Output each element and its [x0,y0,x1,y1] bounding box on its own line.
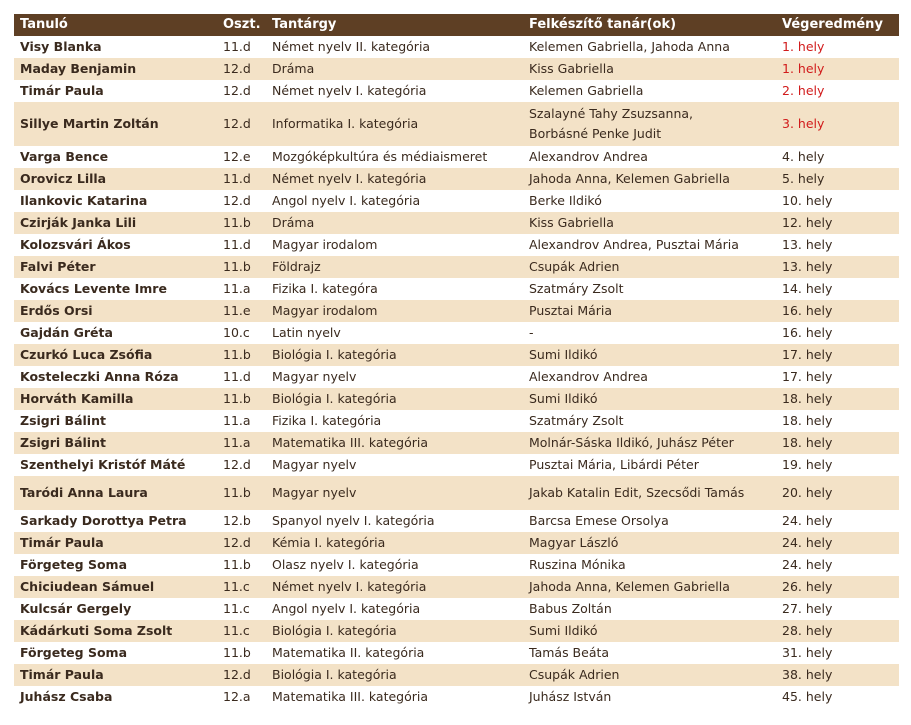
subject: Magyar nyelv [266,454,523,476]
teacher: Szatmáry Zsolt [523,410,776,432]
student-class: 11.b [217,256,266,278]
teacher: Sumi Ildikó [523,388,776,410]
student-class: 11.d [217,36,266,58]
student-class: 12.e [217,146,266,168]
subject: Német nyelv I. kategória [266,168,523,190]
student-name: Maday Benjamin [14,58,217,80]
result: 4. hely [776,146,899,168]
student-name: Sillye Martin Zoltán [14,102,217,146]
student-name: Visy Blanka [14,36,217,58]
teacher: Szatmáry Zsolt [523,278,776,300]
student-name: Horváth Kamilla [14,388,217,410]
student-class: 11.c [217,576,266,598]
student-class: 11.b [217,642,266,664]
result: 27. hely [776,598,899,620]
result: 5. hely [776,168,899,190]
result: 13. hely [776,256,899,278]
result: 10. hely [776,190,899,212]
student-class: 12.d [217,454,266,476]
student-class: 12.d [217,58,266,80]
teacher: Sumi Ildikó [523,620,776,642]
table-row [14,620,899,642]
student-class: 11.b [217,344,266,366]
subject: Dráma [266,58,523,80]
student-class: 11.c [217,598,266,620]
student-name: Timár Paula [14,664,217,686]
teacher: Juhász István [523,686,776,708]
student-name: Ilankovic Katarina [14,190,217,212]
table-row [14,454,899,476]
header-subject: Tantárgy [266,14,523,36]
teacher: Alexandrov Andrea [523,366,776,388]
subject: Angol nyelv I. kategória [266,598,523,620]
result: 28. hely [776,620,899,642]
teacher: Jahoda Anna, Kelemen Gabriella [523,576,776,598]
student-class: 11.b [217,554,266,576]
table-row [14,366,899,388]
student-name: Kosteleczki Anna Róza [14,366,217,388]
table-row [14,36,899,58]
student-class: 11.b [217,388,266,410]
teacher: Kiss Gabriella [523,212,776,234]
teacher: Ruszina Mónika [523,554,776,576]
student-name: Kolozsvári Ákos [14,234,217,256]
student-class: 12.a [217,686,266,708]
student-class: 12.d [217,664,266,686]
subject: Mozgóképkultúra és médiaismeret [266,146,523,168]
subject: Német nyelv II. kategória [266,36,523,58]
student-class: 11.c [217,620,266,642]
header-student: Tanuló [14,14,217,36]
student-name: Kulcsár Gergely [14,598,217,620]
subject: Fizika I. kategória [266,410,523,432]
student-class: 12.b [217,510,266,532]
subject: Spanyol nyelv I. kategória [266,510,523,532]
student-name: Sarkady Dorottya Petra [14,510,217,532]
teacher: Alexandrov Andrea, Pusztai Mária [523,234,776,256]
teacher: Pusztai Mária, Libárdi Péter [523,454,776,476]
subject: Matematika III. kategória [266,686,523,708]
student-name: Kovács Levente Imre [14,278,217,300]
student-name: Orovicz Lilla [14,168,217,190]
teacher: Barcsa Emese Orsolya [523,510,776,532]
subject: Német nyelv I. kategória [266,80,523,102]
subject: Földrajz [266,256,523,278]
subject: Matematika II. kategória [266,642,523,664]
table-row [14,510,899,532]
student-name: Erdős Orsi [14,300,217,322]
subject: Informatika I. kategória [266,102,523,146]
table-row [14,554,899,576]
subject: Matematika III. kategória [266,432,523,454]
result: 3. hely [776,102,899,146]
subject: Fizika I. kategóra [266,278,523,300]
subject: Kémia I. kategória [266,532,523,554]
table-row [14,532,899,554]
student-name: Förgeteg Soma [14,642,217,664]
table-row [14,102,899,146]
subject: Dráma [266,212,523,234]
teacher: Csupák Adrien [523,256,776,278]
table-row [14,168,899,190]
table-row [14,190,899,212]
student-class: 11.d [217,168,266,190]
table-row [14,212,899,234]
table-row [14,322,899,344]
result: 1. hely [776,58,899,80]
table-row [14,576,899,598]
teacher: Tamás Beáta [523,642,776,664]
student-class: 11.a [217,432,266,454]
result: 12. hely [776,212,899,234]
subject: Latin nyelv [266,322,523,344]
student-class: 11.a [217,278,266,300]
teacher: Magyar László [523,532,776,554]
student-name: Zsigri Bálint [14,410,217,432]
table-row [14,234,899,256]
student-class: 12.d [217,80,266,102]
result: 26. hely [776,576,899,598]
student-class: 11.d [217,366,266,388]
student-name: Szenthelyi Kristóf Máté [14,454,217,476]
result: 24. hely [776,532,899,554]
teacher-line: Szalayné Tahy Zsuzsanna, [529,106,694,121]
table-row [14,58,899,80]
table-row [14,344,899,366]
teacher: Csupák Adrien [523,664,776,686]
student-name: Gajdán Gréta [14,322,217,344]
teacher [523,102,776,146]
student-class: 11.b [217,476,266,510]
result: 20. hely [776,476,899,510]
table-row [14,598,899,620]
teacher: Babus Zoltán [523,598,776,620]
result: 24. hely [776,510,899,532]
student-class: 10.c [217,322,266,344]
result: 13. hely [776,234,899,256]
subject: Magyar nyelv [266,476,523,510]
student-class: 11.d [217,234,266,256]
student-name: Falvi Péter [14,256,217,278]
teacher: Pusztai Mária [523,300,776,322]
student-class: 12.d [217,532,266,554]
table-row [14,278,899,300]
table-row [14,642,899,664]
teacher: Kiss Gabriella [523,58,776,80]
teacher: Jakab Katalin Edit, Szecsődi Tamás [523,476,776,510]
student-name: Timár Paula [14,532,217,554]
result: 17. hely [776,366,899,388]
student-class: 11.e [217,300,266,322]
result: 18. hely [776,388,899,410]
teacher: Molnár-Sáska Ildikó, Juhász Péter [523,432,776,454]
result: 2. hely [776,80,899,102]
student-name: Juhász Csaba [14,686,217,708]
student-name: Czirják Janka Lili [14,212,217,234]
result: 45. hely [776,686,899,708]
header-class: Oszt. [217,14,266,36]
subject: Biológia I. kategória [266,388,523,410]
header-row [14,14,899,36]
table-row [14,300,899,322]
result: 14. hely [776,278,899,300]
student-name: Taródi Anna Laura [14,476,217,510]
teacher: Jahoda Anna, Kelemen Gabriella [523,168,776,190]
subject: Német nyelv I. kategória [266,576,523,598]
teacher: Berke Ildikó [523,190,776,212]
student-name: Kádárkuti Soma Zsolt [14,620,217,642]
student-class: 12.d [217,190,266,212]
student-class: 12.d [217,102,266,146]
header-result: Végeredmény [776,14,899,36]
teacher: Sumi Ildikó [523,344,776,366]
teacher-line: Borbásné Penke Judit [529,126,662,141]
table-row [14,80,899,102]
subject: Angol nyelv I. kategória [266,190,523,212]
table-row [14,664,899,686]
result: 24. hely [776,554,899,576]
subject: Magyar nyelv [266,366,523,388]
student-name: Czurkó Luca Zsófia [14,344,217,366]
subject: Biológia I. kategória [266,344,523,366]
student-name: Zsigri Bálint [14,432,217,454]
results-table [14,14,899,708]
results-table-container [14,14,899,708]
table-row [14,410,899,432]
student-class: 11.b [217,212,266,234]
student-name: Varga Bence [14,146,217,168]
result: 19. hely [776,454,899,476]
table-row [14,432,899,454]
result: 16. hely [776,300,899,322]
result: 16. hely [776,322,899,344]
result: 38. hely [776,664,899,686]
table-row [14,256,899,278]
table-row [14,388,899,410]
table-row [14,476,899,510]
subject: Magyar irodalom [266,234,523,256]
teacher: Kelemen Gabriella, Jahoda Anna [523,36,776,58]
student-name: Timár Paula [14,80,217,102]
subject: Magyar irodalom [266,300,523,322]
student-name: Förgeteg Soma [14,554,217,576]
result: 17. hely [776,344,899,366]
result: 1. hely [776,36,899,58]
student-class: 11.a [217,410,266,432]
student-name: Chiciudean Sámuel [14,576,217,598]
table-row [14,686,899,708]
result: 18. hely [776,432,899,454]
table-row [14,146,899,168]
result: 31. hely [776,642,899,664]
header-teacher: Felkészítő tanár(ok) [523,14,776,36]
result: 18. hely [776,410,899,432]
subject: Biológia I. kategória [266,664,523,686]
subject: Olasz nyelv I. kategória [266,554,523,576]
teacher: Alexandrov Andrea [523,146,776,168]
teacher: - [523,322,776,344]
subject: Biológia I. kategória [266,620,523,642]
teacher: Kelemen Gabriella [523,80,776,102]
